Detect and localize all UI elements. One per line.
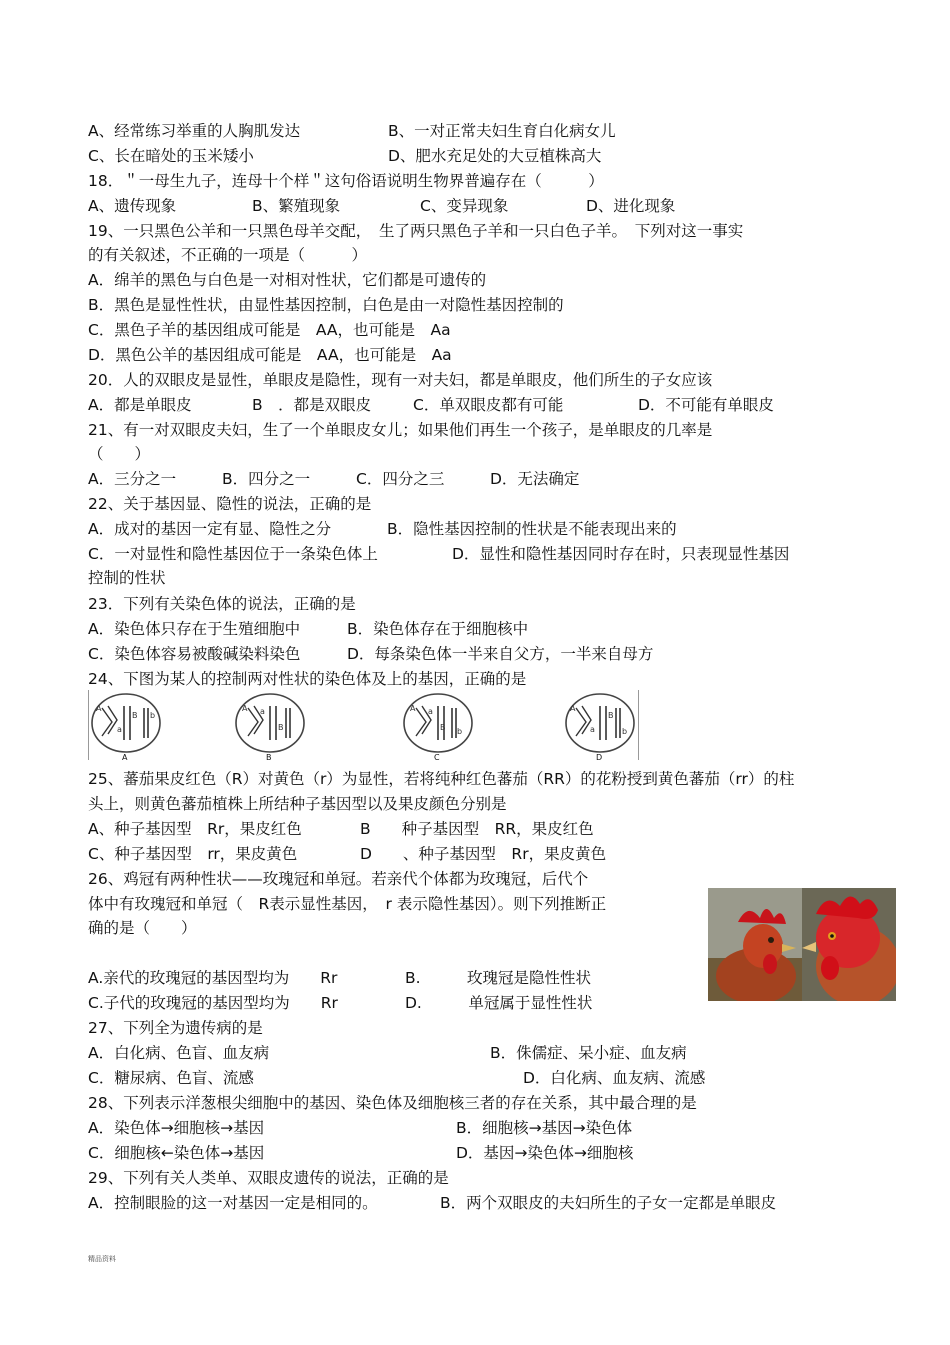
q17-option-a: A、经常练习举重的人胸肌发达 [88,122,301,140]
svg-text:b: b [150,711,156,720]
q27-stem: 27、下列全为遗传病的是 [88,1019,263,1037]
q25-option-a: A、种子基因型 Rr，果皮红色 [88,820,302,838]
q27-option-d: D．白化病、血友病、流感 [523,1069,706,1087]
cell-figure-b [230,690,310,756]
q26-option-a: A.亲代的玫瑰冠的基因型均为 Rr [88,969,338,987]
q25-stem-line1: 25、蕃茄果皮红色（R）对黄色（r）为显性，若将纯种红色蕃茄（RR）的花粉授到黄色蕃茄（rr）的柱 [88,770,795,788]
q19-option-c: C．黑色子羊的基因组成可能是 AA，也可能是 Aa [88,321,451,339]
q17-option-d: D、肥水充足处的大豆植株高大 [388,147,602,165]
q29-option-b: B．两个双眼皮的夫妇所生的子女一定都是单眼皮 [440,1194,777,1212]
figure-label-a: A [122,753,128,762]
q20-option-a: A．都是单眼皮 [88,396,192,414]
q22-option-d: D．显性和隐性基因同时存在时，只表现显性基因 [452,545,790,563]
q19-stem-line1: 19、一只黑色公羊和一只黑色母羊交配， 生了两只黑色子羊和一只白色子羊。 下列对这一事实 [88,222,744,240]
q25-stem-line2: 头上，则黄色蕃茄植株上所结种子基因型以及果皮颜色分别是 [88,795,507,813]
figure-label-d: D [596,753,603,762]
q26-stem-line3: 确的是（ ） [88,919,197,937]
svg-text:B: B [608,711,614,720]
q23-option-b: B．染色体存在于细胞核中 [347,620,529,638]
q20-option-b: B ．都是双眼皮 [252,396,372,414]
svg-text:A: A [242,704,248,713]
q23-option-c: C．染色体容易被酸碱染料染色 [88,645,301,663]
q18-option-a: A、遗传现象 [88,197,177,215]
q19-option-d: D．黑色公羊的基因组成可能是 AA，也可能是 Aa [88,346,452,364]
rooster-photo [708,888,896,1001]
q19-option-b: B．黑色是显性性状，由显性基因控制，白色是由一对隐性基因控制的 [88,296,564,314]
q27-option-b: B．侏儒症、呆小症、血友病 [490,1044,687,1062]
figure-label-b: B [266,753,272,762]
q20-option-d: D．不可能有单眼皮 [638,396,774,414]
q27-option-a: A．白化病、色盲、血友病 [88,1044,270,1062]
q21-option-d: D．无法确定 [490,470,580,488]
q17-option-b: B、一对正常夫妇生育白化病女儿 [388,122,616,140]
svg-text:B: B [278,723,284,732]
svg-text:a: a [260,707,265,716]
q26-option-b: B. 玫瑰冠是隐性性状 [405,969,592,987]
q26-option-c: C.子代的玫瑰冠的基因型均为 Rr [88,994,338,1012]
svg-text:A: A [410,704,416,713]
q24-stem: 24、下图为某人的控制两对性状的染色体及上的基因，正确的是 [88,670,527,688]
q23-option-a: A．染色体只存在于生殖细胞中 [88,620,301,638]
page-footer: 精品资料 [88,1255,116,1263]
q18-stem: 18．＂一母生九子，连母十个样＂这句俗语说明生物界普遍存在（ ） [88,172,604,190]
q18-option-d: D、进化现象 [586,197,676,215]
q22-option-d-cont: 控制的性状 [88,569,166,587]
svg-text:a: a [117,725,122,734]
q25-option-d: D 、种子基因型 Rr，果皮黄色 [360,845,607,863]
q26-option-d: D. 单冠属于显性性状 [405,994,593,1012]
q29-option-a: A．控制眼脸的这一对基因一定是相同的。 [88,1194,378,1212]
q28-stem: 28、下列表示洋葱根尖细胞中的基因、染色体及细胞核三者的存在关系，其中最合理的是 [88,1094,697,1112]
cell-figure-c [398,690,478,756]
svg-text:b: b [622,727,628,736]
q22-option-c: C．一对显性和隐性基因位于一条染色体上 [88,545,378,563]
q28-option-d: D．基因→染色体→细胞核 [456,1144,634,1162]
svg-text:a: a [590,725,595,734]
q26-stem-line2: 体中有玫瑰冠和单冠（ R表示显性基因， r 表示隐性基因）。则下列推断正 [88,895,607,913]
q22-option-a: A．成对的基因一定有显、隐性之分 [88,520,332,538]
q19-stem-line2: 的有关叙述，不正确的一项是（ ） [88,246,368,264]
q17-option-c: C、长在暗处的玉米矮小 [88,147,254,165]
q28-option-a: A．染色体→细胞核→基因 [88,1119,265,1137]
q22-option-b: B．隐性基因控制的性状是不能表现出来的 [387,520,677,538]
svg-text:A: A [570,704,576,713]
q18-option-c: C、变异现象 [420,197,509,215]
q19-option-a: A．绵羊的黑色与白色是一对相对性状，它们都是可遗传的 [88,271,487,289]
q28-option-c: C．细胞核←染色体→基因 [88,1144,265,1162]
cell-figure-d [560,690,640,756]
q21-option-b: B．四分之一 [222,470,311,488]
q20-stem: 20．人的双眼皮是显性，单眼皮是隐性，现有一对夫妇，都是单眼皮，他们所生的子女应该 [88,371,713,389]
q29-stem: 29、下列有关人类单、双眼皮遗传的说法，正确的是 [88,1169,449,1187]
q28-option-b: B．细胞核→基因→染色体 [456,1119,633,1137]
cell-figure-a [86,690,166,756]
q18-option-b: B、繁殖现象 [252,197,341,215]
q22-stem: 22、关于基因显、隐性的说法，正确的是 [88,495,372,513]
q23-stem: 23．下列有关染色体的说法，正确的是 [88,595,356,613]
svg-text:a: a [428,707,433,716]
q21-option-a: A．三分之一 [88,470,177,488]
svg-text:A: A [96,704,102,713]
q23-option-d: D．每条染色体一半来自父方，一半来自母方 [347,645,654,663]
q25-option-c: C、种子基因型 rr，果皮黄色 [88,845,298,863]
svg-text:B: B [132,711,138,720]
svg-text:b: b [457,727,463,736]
q21-option-c: C．四分之三 [356,470,445,488]
q20-option-c: C．单双眼皮都有可能 [413,396,564,414]
figure-label-c: C [434,753,440,762]
q26-stem-line1: 26、鸡冠有两种性状——玫瑰冠和单冠。若亲代个体都为玫瑰冠，后代个 [88,870,589,888]
q27-option-c: C．糖尿病、色盲、流感 [88,1069,254,1087]
q21-stem-line2: （ ） [88,445,151,463]
svg-text:B: B [440,723,446,732]
q21-stem-line1: 21、有一对双眼皮夫妇，生了一个单眼皮女儿；如果他们再生一个孩子，是单眼皮的几率是 [88,421,713,439]
q25-option-b: B 种子基因型 RR，果皮红色 [360,820,594,838]
